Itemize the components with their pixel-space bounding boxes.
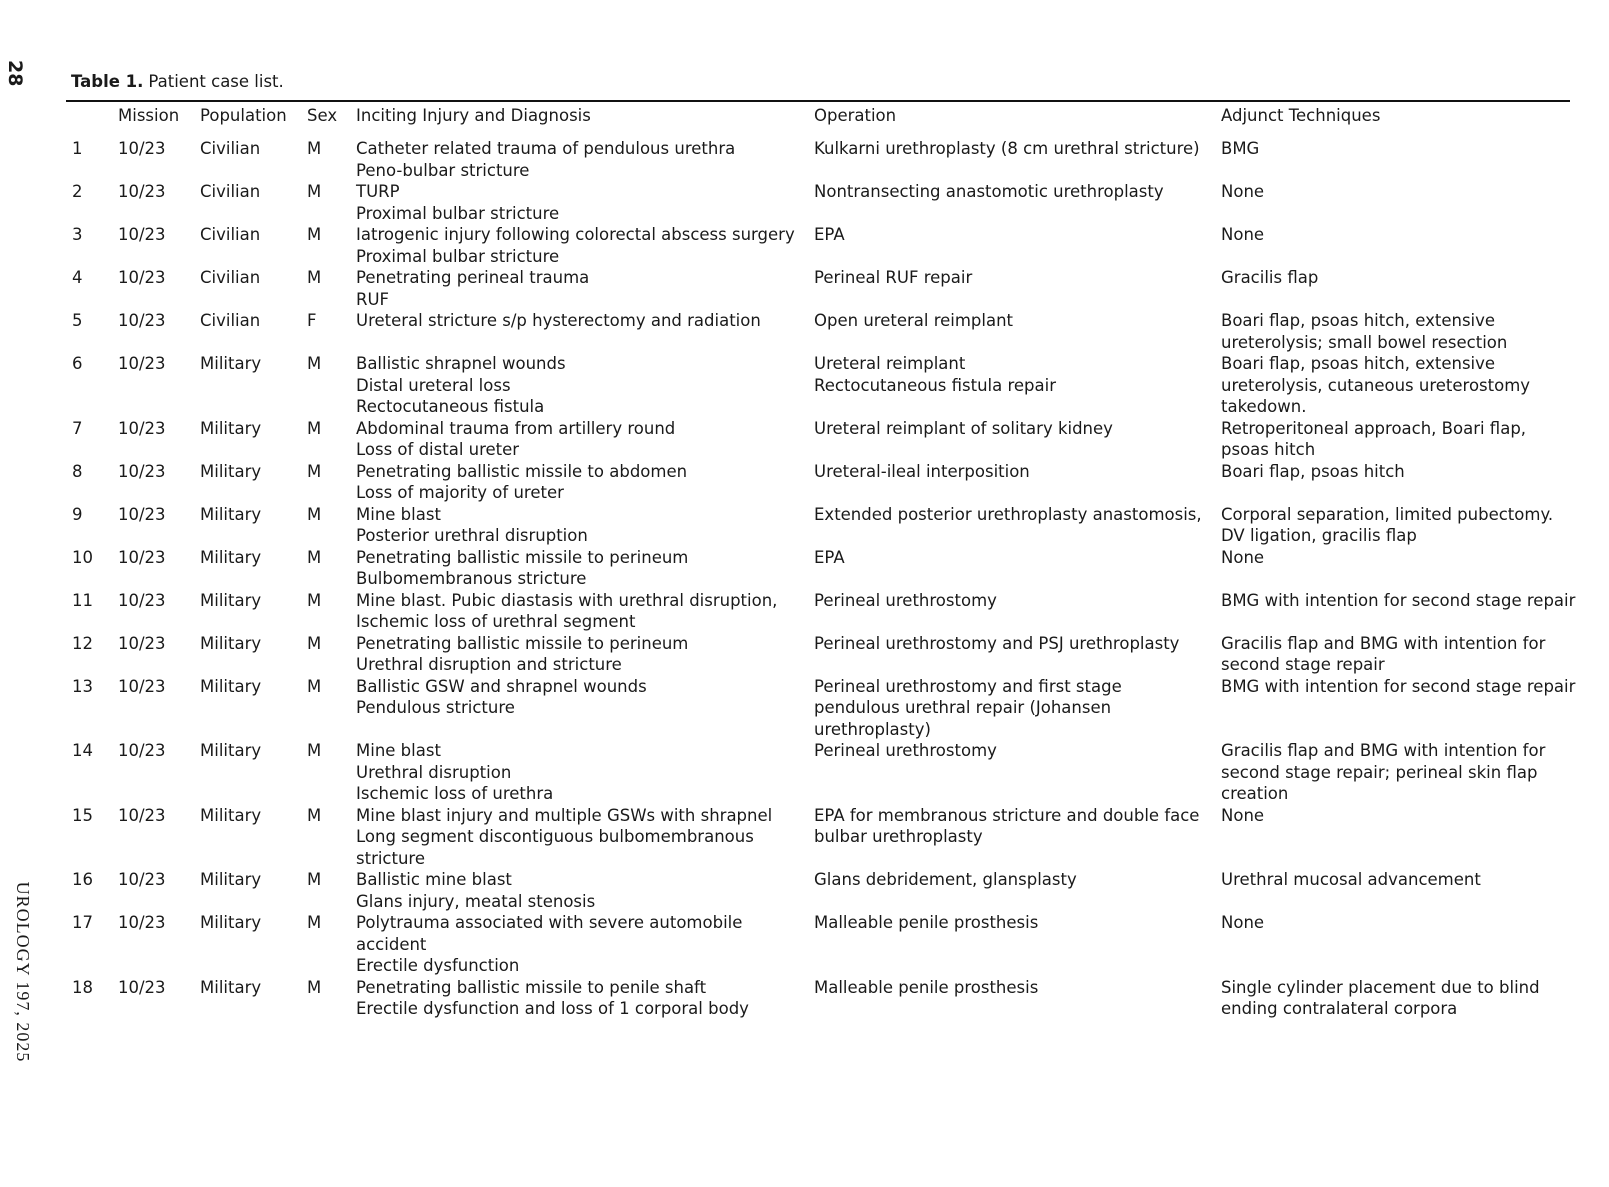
adjunct-line: None [1221,913,1265,932]
adjunct-cell [1221,676,1576,741]
sex-cell: M [307,418,322,438]
operation-cell [814,461,1221,504]
adjunct-line: Gracilis flap [1221,268,1319,287]
injury-line: Erectile dysfunction and loss of 1 corporal body [356,999,749,1018]
adjunct-line: BMG with intention for second stage repair [1221,676,1576,696]
adjunct-cell [1221,633,1576,676]
adjunct-line: Boari flap, psoas hitch, extensive [1221,354,1496,373]
adjunct-line: ureterolysis, cutaneous ureterostomy [1221,375,1531,395]
header-sex: Sex [307,106,338,125]
adjunct-cell [1221,504,1576,547]
injury-cell [356,181,814,224]
operation-cell [814,805,1221,870]
table-row [66,805,1576,870]
mission-cell: 10/23 [118,311,166,330]
mission-cell: 10/23 [118,461,166,481]
population-cell: Military [200,418,262,438]
injury-cell [356,461,814,504]
operation-line: Glans debridement, glansplasty [814,870,1077,889]
case-number-cell: 8 [72,461,83,481]
sex-cell: M [307,977,322,997]
operation-cell [814,676,1221,741]
adjunct-line: psoas hitch [1221,440,1316,459]
sex-cell: M [307,461,322,481]
table-row [66,547,1576,590]
mission-cell: 10/23 [118,182,166,201]
injury-cell [356,977,814,1020]
injury-line: Mine blast. Pubic diastasis with urethral disruption, [356,590,778,610]
injury-cell [356,676,814,741]
injury-line: Penetrating ballistic missile to perineum [356,547,689,567]
operation-line: Ureteral-ileal interposition [814,461,1030,481]
operation-cell [814,181,1221,224]
header-number [66,104,118,138]
table-row [66,461,1576,504]
sex-cell: M [307,741,322,760]
injury-cell [356,912,814,977]
table-top-rule [66,100,1570,102]
table-row [66,633,1576,676]
operation-line: Perineal urethrostomy and PSJ urethroplasty [814,633,1180,653]
table-row [66,590,1576,633]
operation-cell [814,977,1221,1020]
injury-line: Mine blast [356,504,441,524]
case-number-cell: 17 [72,913,93,932]
operation-line: Perineal RUF repair [814,268,973,287]
sex-cell: M [307,676,322,696]
population-cell: Military [200,547,262,567]
population-cell: Civilian [200,225,261,244]
injury-line: Penetrating perineal trauma [356,268,590,287]
injury-cell [356,418,814,461]
operation-cell [814,418,1221,461]
adjunct-cell [1221,267,1576,310]
adjunct-cell [1221,869,1576,912]
adjunct-line: Gracilis flap and BMG with intention for [1221,741,1546,760]
injury-line: Ureteral stricture s/p hysterectomy and radiation [356,311,761,330]
operation-line: Perineal urethrostomy [814,741,997,760]
population-cell: Military [200,977,262,997]
sex-cell: M [307,182,322,201]
population-cell: Military [200,504,262,524]
case-number-cell: 3 [72,225,83,244]
case-number-cell: 11 [72,590,93,610]
operation-cell [814,353,1221,418]
operation-line: EPA [814,225,845,244]
population-cell: Military [200,870,262,889]
mission-cell: 10/23 [118,225,166,244]
injury-line: Rectocutaneous fistula [356,397,545,416]
sex-cell: M [307,633,322,653]
operation-line: Kulkarni urethroplasty (8 cm urethral stricture) [814,139,1200,158]
mission-cell: 10/23 [118,590,166,610]
population-cell: Military [200,633,262,653]
adjunct-line: Corporal separation, limited pubectomy. [1221,504,1554,524]
sex-cell: M [307,805,322,825]
injury-line: Polytrauma associated with severe automobile [356,913,743,932]
page-number: 28 [4,60,26,87]
mission-cell: 10/23 [118,913,166,932]
sex-cell: M [307,547,322,567]
injury-line: Bulbomembranous stricture [356,569,587,588]
table-row [66,504,1576,547]
injury-line: Ballistic shrapnel wounds [356,354,566,373]
injury-line: Long segment discontiguous bulbomembranous [356,827,754,846]
table-row [66,418,1576,461]
adjunct-cell [1221,977,1576,1020]
mission-cell: 10/23 [118,504,166,524]
population-cell: Military [200,913,262,932]
injury-cell [356,224,814,267]
injury-cell [356,869,814,912]
adjunct-cell [1221,912,1576,977]
mission-cell: 10/23 [118,418,166,438]
injury-line: Loss of distal ureter [356,440,520,459]
operation-line: Malleable penile prosthesis [814,977,1039,997]
injury-line: Erectile dysfunction [356,956,520,975]
population-cell: Civilian [200,139,261,158]
operation-line: Ureteral reimplant [814,354,966,373]
injury-line: stricture [356,848,426,868]
injury-line: Glans injury, meatal stenosis [356,891,596,911]
population-cell: Military [200,461,262,481]
sex-cell: M [307,590,322,610]
case-number-cell: 18 [72,977,93,997]
population-cell: Military [200,354,262,373]
adjunct-line: Boari flap, psoas hitch, extensive [1221,311,1496,330]
operation-cell [814,633,1221,676]
adjunct-line: creation [1221,784,1289,803]
injury-line: Penetrating ballistic missile to perineum [356,633,689,653]
operation-line: Nontransecting anastomotic urethroplasty [814,182,1164,201]
injury-line: Iatrogenic injury following colorectal abscess surgery [356,225,795,244]
operation-cell [814,138,1221,181]
adjunct-cell [1221,418,1576,461]
operation-line: pendulous urethral repair (Johansen [814,698,1112,717]
operation-line: EPA [814,547,845,567]
mission-cell: 10/23 [118,268,166,287]
injury-line: Penetrating ballistic missile to abdomen [356,461,688,481]
population-cell: Military [200,741,262,760]
injury-line: Peno-bulbar stricture [356,160,530,180]
table-row [66,181,1576,224]
mission-cell: 10/23 [118,139,166,158]
mission-cell: 10/23 [118,870,166,889]
adjunct-line: Urethral mucosal advancement [1221,870,1481,889]
operation-cell [814,224,1221,267]
table-row [66,676,1576,741]
operation-line: Open ureteral reimplant [814,311,1014,330]
header-mission: Mission [118,106,180,125]
injury-line: Mine blast injury and multiple GSWs with shrapnel [356,805,773,825]
case-number-cell: 14 [72,741,93,760]
injury-line: Ischemic loss of urethral segment [356,612,636,631]
table-row [66,224,1576,267]
sex-cell: M [307,225,322,244]
adjunct-cell [1221,181,1576,224]
table-body [66,138,1576,1020]
adjunct-cell [1221,138,1576,181]
adjunct-cell [1221,224,1576,267]
case-number-cell: 4 [72,268,83,287]
population-cell: Military [200,805,262,825]
table-caption-text: Patient case list. [148,72,284,91]
operation-line: Rectocutaneous fistula repair [814,375,1057,395]
injury-line: Ballistic GSW and shrapnel wounds [356,676,647,696]
injury-line: Distal ureteral loss [356,375,511,395]
case-number-cell: 2 [72,182,83,201]
case-number-cell: 1 [72,139,83,158]
table-caption [71,72,284,91]
adjunct-line: None [1221,805,1265,825]
operation-cell [814,504,1221,547]
sex-cell: M [307,504,322,524]
sex-cell: M [307,139,322,158]
operation-cell [814,547,1221,590]
adjunct-cell [1221,547,1576,590]
adjunct-line: DV ligation, gracilis flap [1221,526,1417,545]
case-number-cell: 12 [72,633,93,653]
table-label: Table 1. [71,72,144,91]
journal-reference: UROLOGY 197, 2025 [13,881,33,1063]
injury-line: Ballistic mine blast [356,870,512,889]
injury-line: Posterior urethral disruption [356,526,588,545]
case-number-cell: 16 [72,870,93,889]
injury-line: Pendulous stricture [356,698,515,717]
operation-line: Perineal urethrostomy [814,590,997,610]
adjunct-cell [1221,310,1576,353]
table-row [66,353,1576,418]
mission-cell: 10/23 [118,741,166,760]
injury-cell [356,740,814,805]
population-cell: Civilian [200,182,261,201]
adjunct-line: None [1221,547,1265,567]
table-row [66,869,1576,912]
population-cell: Civilian [200,311,261,330]
operation-line: Ureteral reimplant of solitary kidney [814,418,1113,438]
sex-cell: M [307,913,322,932]
injury-line: Urethral disruption and stricture [356,655,622,674]
case-number-cell: 15 [72,805,93,825]
case-number-cell: 6 [72,354,83,373]
adjunct-cell [1221,353,1576,418]
operation-cell [814,590,1221,633]
injury-line: Proximal bulbar stricture [356,246,560,266]
header-population: Population [200,106,287,125]
table-row [66,138,1576,181]
header-injury: Inciting Injury and Diagnosis [356,106,591,125]
injury-cell [356,310,814,353]
injury-line: RUF [356,289,390,309]
operation-line: EPA for membranous stricture and double face [814,805,1200,825]
injury-line: Penetrating ballistic missile to penile shaft [356,977,707,997]
injury-cell [356,138,814,181]
adjunct-cell [1221,740,1576,805]
injury-line: Abdominal trauma from artillery round [356,418,676,438]
injury-line: Proximal bulbar stricture [356,203,560,223]
adjunct-line: Gracilis flap and BMG with intention for [1221,633,1546,653]
table-row [66,912,1576,977]
injury-line: Catheter related trauma of pendulous urethra [356,139,736,158]
case-number-cell: 13 [72,676,93,696]
operation-line: urethroplasty) [814,719,931,739]
adjunct-line: BMG with intention for second stage repair [1221,590,1576,610]
adjunct-line: None [1221,225,1265,244]
injury-cell [356,590,814,633]
sex-cell: M [307,354,322,373]
adjunct-line: ending contralateral corpora [1221,999,1458,1018]
injury-cell [356,805,814,870]
injury-line: TURP [356,182,400,201]
table-header-row [66,104,1576,138]
sex-cell: F [307,311,317,330]
patient-case-table [66,104,1576,1020]
operation-line: Extended posterior urethroplasty anastomosis, [814,504,1202,524]
table-row [66,310,1576,353]
adjunct-cell [1221,805,1576,870]
operation-cell [814,267,1221,310]
operation-line: Perineal urethrostomy and first stage [814,676,1122,696]
operation-cell [814,740,1221,805]
table-row [66,977,1576,1020]
adjunct-line: second stage repair [1221,655,1385,674]
header-adjunct: Adjunct Techniques [1221,106,1381,125]
adjunct-line: Retroperitoneal approach, Boari flap, [1221,418,1527,438]
adjunct-line: Single cylinder placement due to blind [1221,977,1540,997]
population-cell: Military [200,590,262,610]
operation-line: Malleable penile prosthesis [814,913,1039,932]
case-number-cell: 5 [72,311,83,330]
population-cell: Civilian [200,268,261,287]
injury-cell [356,504,814,547]
adjunct-cell [1221,461,1576,504]
case-number-cell: 10 [72,547,93,567]
injury-cell [356,353,814,418]
injury-line: Loss of majority of ureter [356,483,564,502]
mission-cell: 10/23 [118,633,166,653]
mission-cell: 10/23 [118,354,166,373]
mission-cell: 10/23 [118,805,166,825]
mission-cell: 10/23 [118,676,166,696]
mission-cell: 10/23 [118,977,166,997]
adjunct-cell [1221,590,1576,633]
injury-line: Mine blast [356,741,441,760]
adjunct-line: second stage repair; perineal skin flap [1221,762,1538,782]
header-operation: Operation [814,106,897,125]
adjunct-line: None [1221,182,1265,201]
injury-cell [356,633,814,676]
injury-line: accident [356,934,427,954]
adjunct-line: BMG [1221,139,1260,158]
injury-line: Ischemic loss of urethra [356,784,554,803]
sex-cell: M [307,268,322,287]
case-number-cell: 7 [72,418,83,438]
population-cell: Military [200,676,262,696]
case-number-cell: 9 [72,504,83,524]
operation-cell [814,912,1221,977]
operation-cell [814,310,1221,353]
table-row [66,740,1576,805]
operation-line: bulbar urethroplasty [814,827,983,846]
table-row [66,267,1576,310]
sex-cell: M [307,870,322,889]
injury-cell [356,547,814,590]
operation-cell [814,869,1221,912]
adjunct-line: takedown. [1221,397,1307,416]
injury-cell [356,267,814,310]
mission-cell: 10/23 [118,547,166,567]
injury-line: Urethral disruption [356,762,512,782]
adjunct-line: ureterolysis; small bowel resection [1221,332,1508,352]
adjunct-line: Boari flap, psoas hitch [1221,461,1405,481]
